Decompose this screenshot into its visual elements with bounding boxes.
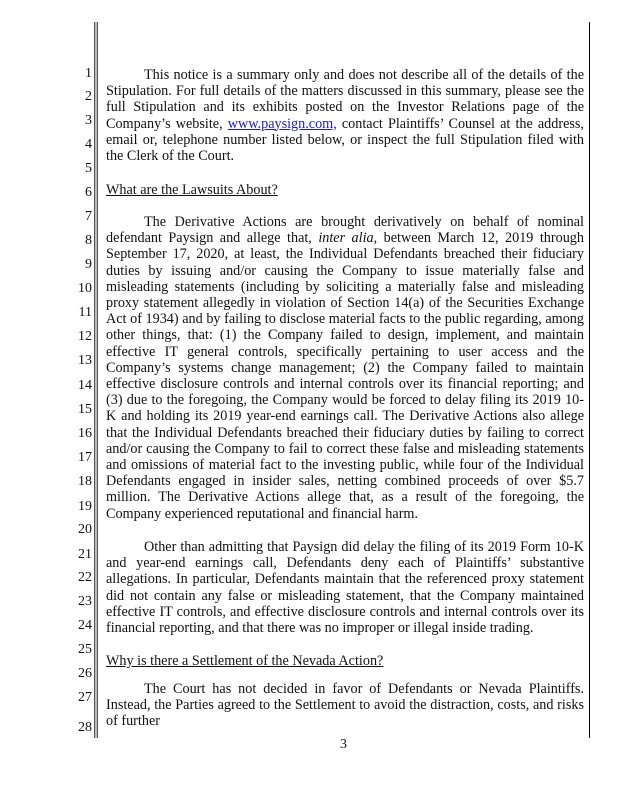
line-number: 14	[78, 378, 92, 393]
derivative-text-part-1: The Derivative Actions are brought derivatively on behalf of nominal defendant Paysign and allege that,	[106, 214, 584, 247]
summary-text-before-link: This notice is a summary only and does not describe all of the details of the Stipulation. For full details of the matters discussed in this summary, please see the full Stipulation and its exhibits posted on the Investor Relations page of the Company’s website,	[106, 67, 584, 132]
line-number: 6	[85, 185, 92, 200]
derivative-actions-paragraph	[106, 214, 584, 522]
line-number: 15	[78, 402, 92, 417]
line-number: 25	[78, 642, 92, 657]
derivative-text-part-2: , between March 12, 2019 through September 17, 2020, at least, the Individual Defendants breached their fiduciary duties by issuing and/or causing the Company to issue materially false and misleading statements (including by soliciting a materially false and misleading proxy statement allegedly in violation of Section 14(a) of the Securities Exchange Act of 1934) and by failing to disclose material facts to the public regarding, among other things, that: (1) the Company failed to design, implement, and maintain effective IT general controls, specifically pertaining to user access and the Company’s systems change management; (2) the Company failed to maintain effective disclosure controls and internal controls over its financial reporting; and (3) due to the foregoing, the Company would be forced to delay filing its 2019 10-K and holding its 2019 year-end earnings call. The Derivative Actions also allege that the Individual Defendants breached their fiduciary duties by failing to correct and/or causing the Company to fail to correct these false and misleading statements and omissions of material fact to the investing public, while four of the Individual Defendants engaged in insider sales, netting combined proceeds of over $5.7 million. The Derivative Actions allege that, as a result of the foregoing, the Company experienced reputational and financial harm.	[106, 230, 584, 522]
inter-alia-italic: inter alia	[318, 230, 374, 247]
left-margin-rule-inner	[97, 22, 98, 738]
line-number: 7	[85, 209, 92, 224]
section-heading-settlement: Why is there a Settlement of the Nevada Action?	[106, 653, 384, 669]
line-number: 8	[85, 233, 92, 248]
defendants-denial-paragraph: Other than admitting that Paysign did delay the filing of its 2019 Form 10-K and year-end earnings call, Defendants deny each of Plaintiffs’ substantive allegations. In particular, Defendants maintain that the referenced proxy statement did not contain any false or misleading statement, that the Company maintained effective IT controls, and effective disclosure controls and internal controls over its financial reporting, and that there was no improper or illegal inside trading.	[106, 539, 584, 637]
line-number: 12	[78, 329, 92, 344]
line-number: 24	[78, 618, 92, 633]
line-number: 16	[78, 426, 92, 441]
line-number: 20	[78, 522, 92, 537]
line-number: 27	[78, 690, 92, 705]
line-number: 23	[78, 594, 92, 609]
line-number: 26	[78, 666, 92, 681]
line-number: 5	[85, 161, 92, 176]
line-number: 9	[85, 257, 92, 272]
line-number: 1	[85, 66, 92, 81]
line-number: 17	[78, 450, 92, 465]
summary-paragraph	[106, 67, 584, 164]
left-margin-rule-outer	[94, 22, 95, 738]
section-heading-lawsuits: What are the Lawsuits About?	[106, 182, 278, 198]
right-margin-rule	[589, 22, 590, 738]
line-number: 28	[78, 720, 92, 735]
line-number: 10	[78, 281, 92, 296]
line-number: 2	[85, 89, 92, 104]
line-number: 22	[78, 570, 92, 585]
line-number: 21	[78, 547, 92, 562]
settlement-reason-paragraph: The Court has not decided in favor of Defendants or Nevada Plaintiffs. Instead, the Parties agreed to the Settlement to avoid the distraction, costs, and risks of further	[106, 681, 584, 730]
summary-text-after-link: contact Plaintiffs’ Counsel at the address, email or, telephone number listed below, or inspect the full Stipulation filed with the Clerk of the Court.	[106, 115, 584, 165]
line-number: 4	[85, 137, 92, 152]
line-number: 11	[78, 305, 92, 320]
page-number: 3	[340, 737, 347, 752]
line-number: 19	[78, 499, 92, 514]
line-number: 18	[78, 474, 92, 489]
line-number: 3	[85, 113, 92, 128]
line-number: 13	[78, 353, 92, 368]
paysign-website-link[interactable]: www.paysign.com,	[227, 115, 337, 132]
